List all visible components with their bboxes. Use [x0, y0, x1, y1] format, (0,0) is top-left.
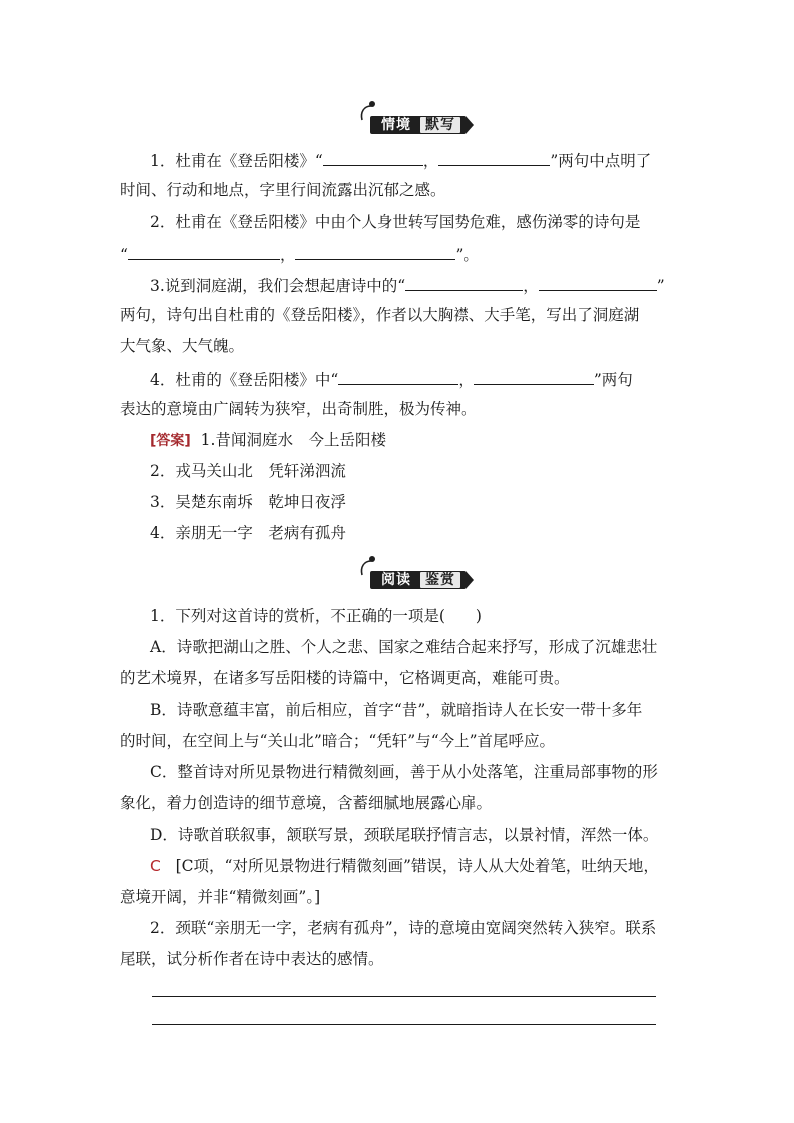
- fill-blank[interactable]: [323, 149, 423, 166]
- question-4-line-1: 4．杜甫的《登岳阳楼》中“ ， ”两句: [150, 368, 676, 390]
- option-a-line-1: A．诗歌把湖山之胜、个人之悲、国家之难结合起来抒写，形成了沉雄悲壮: [150, 638, 658, 656]
- question-number: 2．: [150, 213, 176, 231]
- badge-label-right: 默写: [420, 117, 460, 133]
- section-badge-reading-appreciation: [358, 563, 470, 589]
- badge-label-left: 情境: [381, 117, 411, 133]
- question-3-line-2: 两句，诗句出自杜甫的《登岳阳楼》，作者以大胸襟、大手笔，写出了洞庭湖: [120, 306, 640, 324]
- option-c-line-1: C．整首诗对所见景物进行精微刻画，善于从小处落笔，注重局部事物的形: [150, 763, 658, 781]
- answer-letter: C: [150, 857, 161, 875]
- section-badge-context-dictation: [358, 108, 470, 134]
- answer-line-1: [答案] 1.昔闻洞庭水 今上岳阳楼: [150, 431, 386, 449]
- option-c-line-2: 象化，着力创造诗的细节意境，含蓄细腻地展露心扉。: [120, 794, 493, 812]
- answer-line-4: 4．亲朋无一字 老病有孤舟: [150, 524, 346, 542]
- reading-question-2-line-2: 尾联，试分析作者在诗中表达的感情。: [120, 950, 384, 968]
- fill-blank[interactable]: [539, 274, 657, 291]
- answer-explanation-line-2: 意境开阔，并非“精微刻画”。]: [120, 888, 321, 906]
- question-1-line-1: 1．杜甫在《登岳阳楼》“ ， ”两句中点明了: [150, 149, 676, 171]
- question-number: 3.: [150, 277, 165, 295]
- badge-label-left: 阅读: [381, 572, 411, 588]
- fill-blank[interactable]: [295, 243, 455, 260]
- question-1-line-2: 时间、行动和地点，字里行间流露出沉郁之感。: [120, 181, 446, 199]
- answer-writing-line[interactable]: [152, 996, 656, 997]
- answer-line-3: 3．吴楚东南坼 乾坤日夜浮: [150, 493, 346, 511]
- reading-question-2-line-1: 2．颈联“亲朋无一字，老病有孤舟”，诗的意境由宽阔突然转入狭窄。联系: [150, 919, 657, 937]
- answer-writing-line[interactable]: [152, 1024, 656, 1025]
- answer-tag: [答案]: [150, 433, 191, 449]
- question-2-line-1: 2．杜甫在《登岳阳楼》中由个人身世转写国势危难，感伤涕零的诗句是: [150, 213, 641, 231]
- question-number: 1．: [150, 152, 176, 170]
- fill-blank[interactable]: [128, 243, 280, 260]
- question-2-line-2: “ ， ”。: [120, 243, 676, 265]
- option-d-line-1: D．诗歌首联叙事，颔联写景，颈联尾联抒情言志，以景衬情，浑然一体。: [150, 826, 659, 844]
- question-3-line-3: 大气象、大气魄。: [120, 337, 245, 355]
- question-3-line-1: 3.说到洞庭湖，我们会想起唐诗中的“ ， ”: [150, 274, 676, 296]
- option-b-line-1: B．诗歌意蕴丰富，前后相应，首字“昔”，就暗指诗人在长安一带十多年: [150, 701, 643, 719]
- question-4-line-2: 表达的意境由广阔转为狭窄，出奇制胜，极为传神。: [120, 400, 477, 418]
- answer-explanation-line-1: C [C项，“对所见景物进行精微刻画”错误，诗人从大处着笔，吐纳天地，: [150, 857, 659, 875]
- fill-blank[interactable]: [405, 274, 523, 291]
- option-b-line-2: 的时间，在空间上与“关山北”暗合；“凭轩”与“今上”首尾呼应。: [120, 732, 556, 750]
- fill-blank[interactable]: [438, 149, 550, 166]
- question-number: 4．: [150, 371, 176, 389]
- answer-line-2: 2．戎马关山北 凭轩涕泗流: [150, 462, 346, 480]
- fill-blank[interactable]: [474, 368, 594, 385]
- reading-question-1-stem: 1．下列对这首诗的赏析，不正确的一项是( ): [150, 607, 482, 625]
- option-a-line-2: 的艺术境界，在诸多写岳阳楼的诗篇中，它格调更高，难能可贵。: [120, 669, 570, 687]
- fill-blank[interactable]: [338, 368, 458, 385]
- badge-label-right: 鉴赏: [420, 572, 460, 588]
